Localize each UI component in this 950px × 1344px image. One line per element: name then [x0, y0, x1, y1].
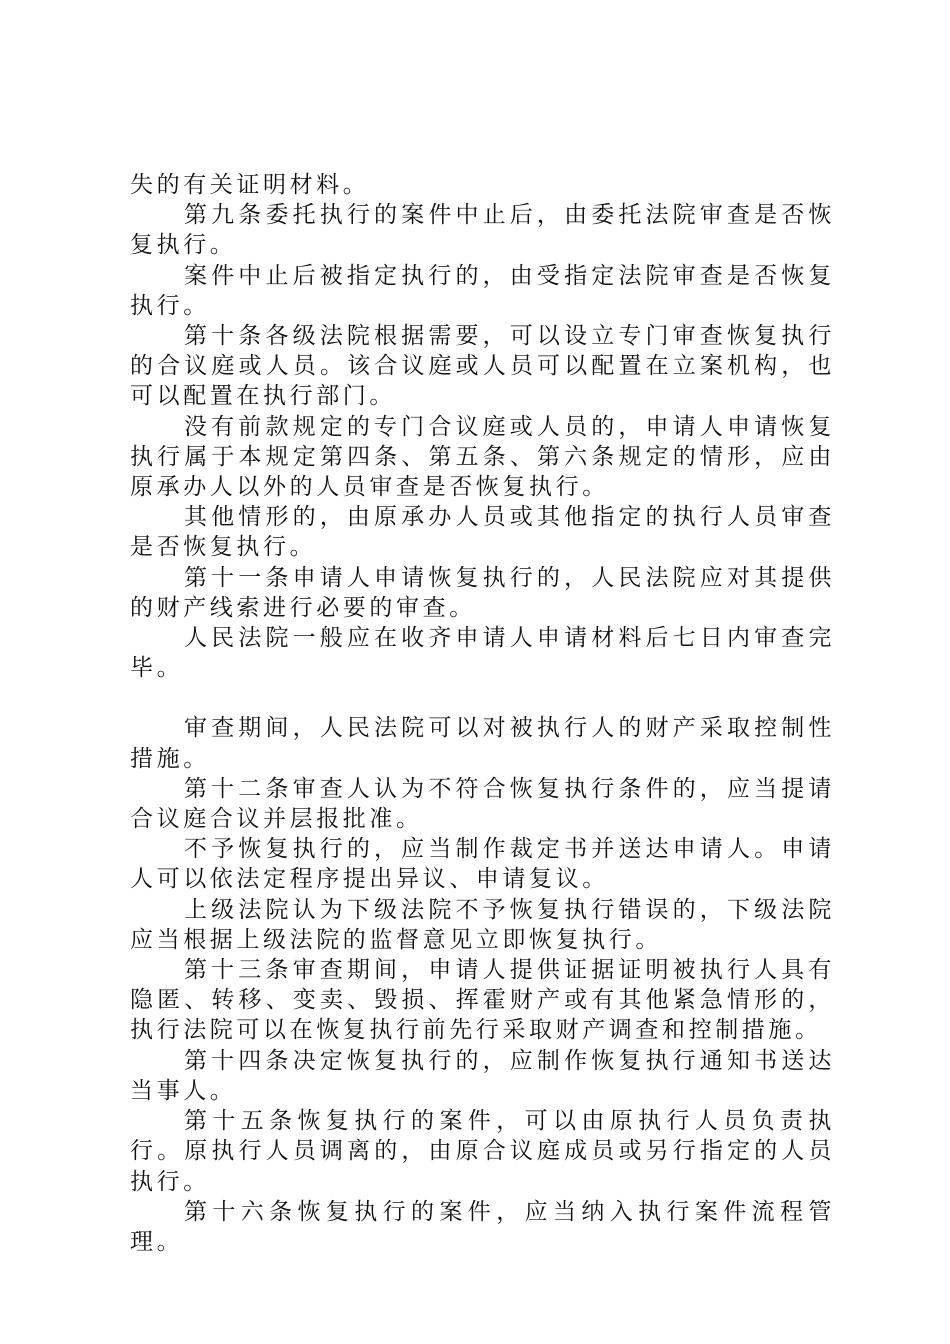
paragraph-article-10-clause-3: 其他情形的，由原承办人员或其他指定的执行人员审查是否恢复执行。	[130, 504, 835, 561]
paragraph-article-9-clause-2: 案件中止后被指定执行的，由受指定法院审查是否恢复执行。	[130, 262, 835, 319]
paragraph-article-11-clause-2: 人民法院一般应在收齐申请人申请材料后七日内审查完毕。	[130, 625, 835, 682]
paragraph-continuation: 失的有关证明材料。	[130, 172, 370, 198]
paragraph-article-12: 第十二条审查人认为不符合恢复执行条件的，应当提请合议庭合议并层报批准。	[130, 775, 835, 833]
paragraph-article-12-clause-2: 不予恢复执行的，应当制作裁定书并送达申请人。申请人可以依法定程序提出异议、申请复议。	[130, 836, 835, 893]
document-body	[130, 170, 835, 1257]
paragraph-article-10-clause-2: 没有前款规定的专门合议庭或人员的，申请人申请恢复执行属于本规定第四条、第五条、第六条规定的情形，应由原承办人以外的人员审查是否恢复执行。	[130, 413, 835, 501]
paragraph-article-11-clause-3: 审查期间，人民法院可以对被执行人的财产采取控制性措施。	[130, 715, 835, 772]
paragraph-article-14: 第十四条决定恢复执行的，应制作恢复执行通知书送达当事人。	[130, 1047, 835, 1104]
paragraph-article-12-clause-3: 上级法院认为下级法院不予恢复执行错误的，下级法院应当根据上级法院的监督意见立即恢复执行。	[130, 896, 835, 953]
paragraph-article-9: 第九条委托执行的案件中止后，由委托法院审查是否恢复执行。	[130, 202, 835, 259]
paragraph-article-11: 第十一条申请人申请恢复执行的，人民法院应对其提供的财产线索进行必要的审查。	[130, 564, 835, 621]
paragraph-article-10: 第十条各级法院根据需要，可以设立专门审查恢复执行的合议庭或人员。该合议庭或人员可以配置在立案机构，也可以配置在执行部门。	[130, 323, 835, 410]
paragraph-article-16: 第十六条恢复执行的案件，应当纳入执行案件流程管理。	[130, 1198, 835, 1255]
paragraph-article-15: 第十五条恢复执行的案件，可以由原执行人员负责执行。原执行人员调离的，由原合议庭成员或另行指定的人员执行。	[130, 1108, 835, 1195]
paragraph-article-13: 第十三条审查期间，申请人提供证据证明被执行人具有隐匿、转移、变卖、毁损、挥霍财产或有其他紧急情形的，执行法院可以在恢复执行前先行采取财产调查和控制措施。	[130, 957, 835, 1044]
